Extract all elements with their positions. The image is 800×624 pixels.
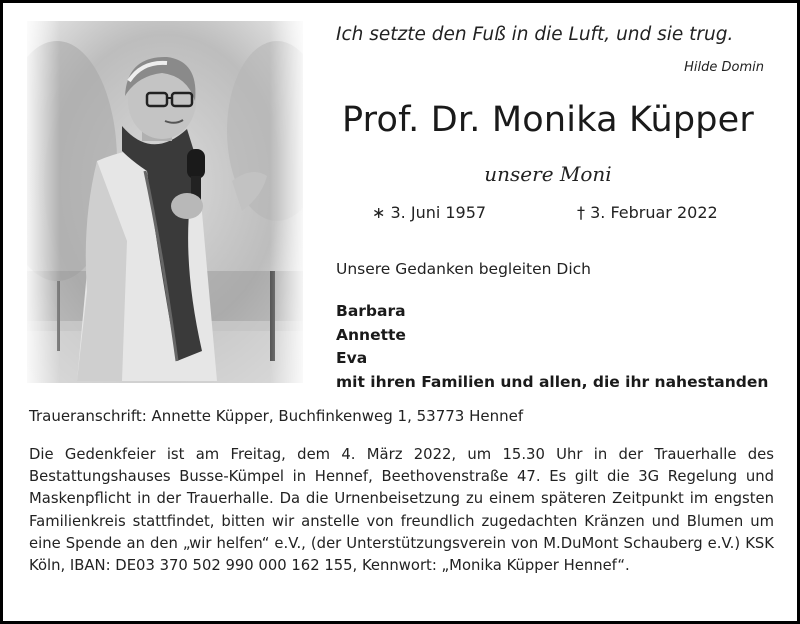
death-date: † 3. Februar 2022 [577, 203, 718, 222]
deceased-name: Prof. Dr. Monika Küpper [341, 100, 755, 140]
ceremony-details: Die Gedenkfeier ist am Freitag, dem 4. März 2022, um 15.30 Uhr in der Trauerhalle des Bestattungshauses Busse-Kümpel in Hennef, Beethovenstraße 47. Es gilt die 3G Regelung und Maskenpflicht in der Trauerhalle. Da die Urnenbeisetzung zu einem späteren Zeitpunkt im engsten Familienkreis stattfindet, bitten wir anstelle von freundlich zugedachten Kränzen und Blumen um eine Spende an den „wir helfen“ e.V., (der Unterstützungsverein von M.DuMont Schauberg e.V.) KSK Köln, IBAN: DE03 370 502 990 000 162 155, Kennwort: „Monika Küpper Hennef“. [29, 446, 774, 575]
mourner-name: Eva [336, 349, 368, 367]
mourners-intro: Unsere Gedanken begleiten Dich [336, 260, 592, 278]
mourners-list [336, 300, 768, 394]
mourning-address: Traueranschrift: Annette Küpper, Buchfinkenweg 1, 53773 Hennef [29, 407, 524, 425]
mourner-name: Barbara [336, 302, 406, 320]
memorial-quote: Ich setzte den Fuß in die Luft, und sie trug. [336, 24, 734, 45]
birth-date: ∗ 3. Juni 1957 [372, 203, 487, 222]
mourners-closing: mit ihren Familien und allen, die ihr nahestanden [336, 372, 769, 391]
mourner-name: Annette [336, 325, 406, 344]
quote-author: Hilde Domin [684, 60, 764, 75]
deceased-nickname: unsere Moni [484, 162, 612, 186]
portrait-photo [27, 21, 303, 383]
